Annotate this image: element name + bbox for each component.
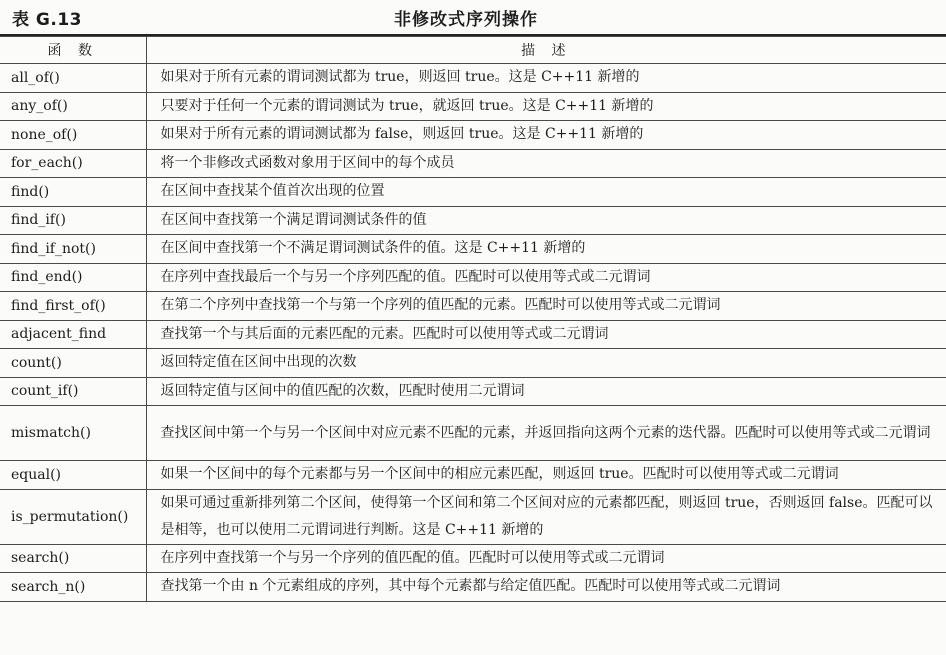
table-row xyxy=(0,235,946,264)
function-description: 在序列中查找最后一个与另一个序列匹配的值。匹配时可以使用等式或二元谓词 xyxy=(146,263,946,292)
function-name: all_of() xyxy=(0,64,146,93)
function-description: 在区间中查找某个值首次出现的位置 xyxy=(146,178,946,207)
table-row xyxy=(0,206,946,235)
function-description: 查找第一个与其后面的元素匹配的元素。匹配时可以使用等式或二元谓词 xyxy=(146,320,946,349)
function-description: 只要对于任何一个元素的谓词测试为 true，就返回 true。这是 C++11 新增的 xyxy=(146,92,946,121)
table-row xyxy=(0,178,946,207)
column-header-function: 函 数 xyxy=(0,37,146,64)
function-description: 返回特定值与区间中的值匹配的次数，匹配时使用二元谓词 xyxy=(146,377,946,406)
table-title: 非修改式序列操作 xyxy=(394,10,538,30)
table-row xyxy=(0,121,946,150)
function-name: adjacent_find xyxy=(0,320,146,349)
function-description: 在序列中查找第一个与另一个序列的值匹配的值。匹配时可以使用等式或二元谓词 xyxy=(146,544,946,573)
function-name: find_first_of() xyxy=(0,292,146,321)
function-name: for_each() xyxy=(0,149,146,178)
function-description: 如果对于所有元素的谓词测试都为 true，则返回 true。这是 C++11 新增的 xyxy=(146,64,946,93)
header-row xyxy=(0,37,946,64)
function-description: 在区间中查找第一个满足谓词测试条件的值 xyxy=(146,206,946,235)
table-row xyxy=(0,544,946,573)
function-name: any_of() xyxy=(0,92,146,121)
function-description: 查找第一个由 n 个元素组成的序列，其中每个元素都与给定值匹配。匹配时可以使用等式或二元谓词 xyxy=(146,573,946,602)
table-row xyxy=(0,263,946,292)
table-row xyxy=(0,377,946,406)
table-number: 表 G.13 xyxy=(12,10,82,30)
function-description: 将一个非修改式函数对象用于区间中的每个成员 xyxy=(146,149,946,178)
table-row xyxy=(0,320,946,349)
table-row xyxy=(0,489,946,544)
function-description: 如果可通过重新排列第二个区间，使得第一个区间和第二个区间对应的元素都匹配，则返回 true，否则返回 false。匹配可以是相等，也可以使用二元谓词进行判断。这是 C++11 新增的 xyxy=(146,489,946,544)
function-name: count() xyxy=(0,349,146,378)
table-caption xyxy=(0,0,946,36)
table-row xyxy=(0,64,946,93)
function-name: find_if() xyxy=(0,206,146,235)
function-name: is_permutation() xyxy=(0,489,146,544)
table-row xyxy=(0,406,946,461)
table-row xyxy=(0,292,946,321)
function-description: 如果对于所有元素的谓词测试都为 false，则返回 true。这是 C++11 新增的 xyxy=(146,121,946,150)
table-row xyxy=(0,573,946,602)
table-row xyxy=(0,461,946,490)
function-description: 如果一个区间中的每个元素都与另一个区间中的相应元素匹配，则返回 true。匹配时可以使用等式或二元谓词 xyxy=(146,461,946,490)
function-name: search() xyxy=(0,544,146,573)
algorithms-table xyxy=(0,36,946,602)
table-row xyxy=(0,149,946,178)
function-name: find() xyxy=(0,178,146,207)
function-description: 返回特定值在区间中出现的次数 xyxy=(146,349,946,378)
function-name: find_end() xyxy=(0,263,146,292)
function-name: count_if() xyxy=(0,377,146,406)
function-name: mismatch() xyxy=(0,406,146,461)
function-description: 在第二个序列中查找第一个与第一个序列的值匹配的元素。匹配时可以使用等式或二元谓词 xyxy=(146,292,946,321)
function-name: none_of() xyxy=(0,121,146,150)
function-description: 查找区间中第一个与另一个区间中对应元素不匹配的元素，并返回指向这两个元素的迭代器。匹配时可以使用等式或二元谓词 xyxy=(146,406,946,461)
function-name: search_n() xyxy=(0,573,146,602)
table-row xyxy=(0,92,946,121)
function-name: equal() xyxy=(0,461,146,490)
function-name: find_if_not() xyxy=(0,235,146,264)
column-header-description: 描 述 xyxy=(146,37,946,64)
function-description: 在区间中查找第一个不满足谓词测试条件的值。这是 C++11 新增的 xyxy=(146,235,946,264)
table-row xyxy=(0,349,946,378)
